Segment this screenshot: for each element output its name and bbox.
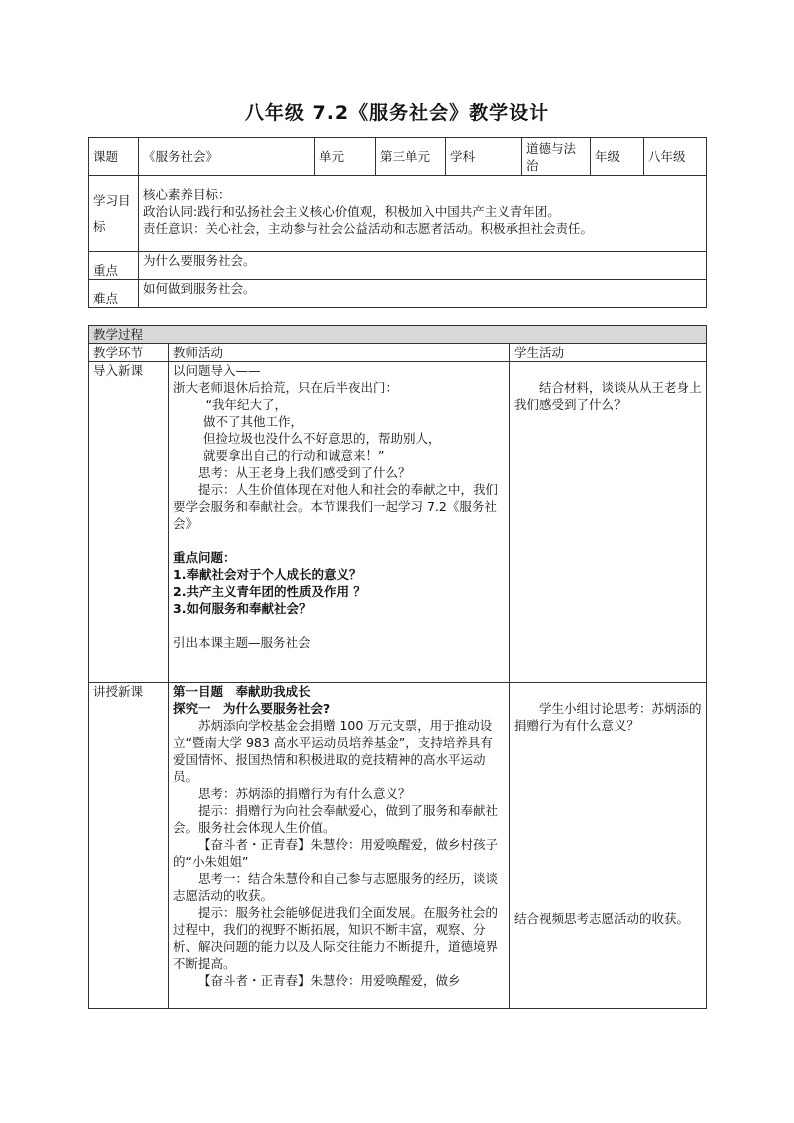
stage-intro: 导入新课 [89, 362, 169, 683]
process-header: 教学过程 [89, 326, 707, 344]
intro-student [510, 362, 707, 683]
col-teacher: 教师活动 [169, 344, 510, 362]
lesson-line: 提示：捐赠行为向社会奉献爱心，做到了服务和奉献社会。服务社会体现人生价值。 [173, 803, 499, 835]
goal-line: 核心素养目标： [143, 187, 231, 202]
grade-label: 年级 [591, 138, 644, 176]
lesson-line: 提示：服务社会能够促进我们全面发展。在服务社会的过程中，我们的视野不断拓展，知识不断丰富，观察、分析、解决问题的能力以及人际交往能力不断提升，道德境界不断提高。 [173, 905, 499, 971]
intro-line: 就要拿出自己的行动和诚意来！” [203, 448, 385, 463]
key-content: 为什么要服务社会。 [139, 252, 707, 280]
grade-value: 八年级 [644, 138, 707, 176]
col-stage: 教学环节 [89, 344, 169, 362]
lesson-line: 思考：苏炳添的捐赠行为有什么意义？ [198, 786, 411, 801]
page-title: 八年级 7.2《服务社会》教学设计 [244, 102, 550, 124]
intro-line: 做不了其他工作， [203, 414, 304, 429]
goal-label: 学习目标 [89, 176, 139, 252]
intro-line: 但捡垃圾也没什么不好意思的，帮助别人， [203, 431, 441, 446]
lesson-student [510, 683, 707, 1009]
lesson-line: 思考一：结合朱慧伶和自己参与志愿服务的经历，谈谈志愿活动的收获。 [173, 871, 499, 903]
student-activity: 学生小组讨论思考：苏炳添的捐赠行为有什么意义？ [514, 701, 702, 733]
intro-line: “我年纪大了， [205, 397, 287, 412]
student-activity: 结合材料，谈谈从从王老身上我们感受到了什么？ [514, 380, 702, 412]
intro-line: 1.奉献社会对于个人成长的意义？ [173, 567, 362, 582]
unit-value: 第三单元 [376, 138, 446, 176]
lesson-line: 【奋斗者・正青春】朱慧伶：用爱唤醒爱，做乡 [198, 973, 461, 988]
topic-value: 《服务社会》 [139, 138, 315, 176]
subject-label: 学科 [446, 138, 522, 176]
goal-line: 政治认同:践行和弘扬社会主义核心价值观，积极加入中国共产主义青年团。 [143, 204, 560, 219]
goal-line: 责任意识：关心社会，主动参与社会公益活动和志愿者活动。积极承担社会责任。 [143, 221, 594, 236]
key-label: 重点 [89, 252, 139, 280]
diff-content: 如何做到服务社会。 [139, 280, 707, 308]
lesson-line: 【奋斗者・正青春】朱慧伶：用爱唤醒爱，做乡村孩子的“小朱姐姐” [173, 837, 499, 869]
intro-line: 重点问题： [173, 550, 236, 565]
intro-line: 3.如何服务和奉献社会？ [173, 601, 312, 616]
intro-line: 提示：人生价值体现在对他人和社会的奉献之中，我们要学会服务和奉献社会。本节课我们一起学习 7.2《服务社会》 [173, 482, 499, 531]
topic-label: 课题 [89, 138, 139, 176]
intro-line: 以问题导入—— [173, 363, 261, 378]
lesson-line: 苏炳添向学校基金会捐赠 100 万元支票，用于推动设立“暨南大学 983 高水平运动员培养基金”，支持培养具有爱国情怀、报国热情和积极进取的竞技精神的高水平运动员。 [173, 718, 493, 784]
process-table [88, 325, 707, 1009]
student-activity: 结合视频思考志愿活动的收获。 [514, 911, 690, 926]
intro-teacher [169, 362, 510, 683]
intro-line: 思考：从王老身上我们感受到了什么？ [198, 465, 411, 480]
subject-value: 道德与法治 [522, 138, 591, 176]
goal-content [139, 176, 707, 252]
col-student: 学生活动 [510, 344, 707, 362]
lesson-line: 探究一 为什么要服务社会? [173, 701, 331, 716]
unit-label: 单元 [315, 138, 376, 176]
stage-lesson: 讲授新课 [89, 683, 169, 1009]
lesson-line: 第一目题 奉献助我成长 [173, 684, 311, 699]
intro-line: 浙大老师退休后拾荒，只在后半夜出门： [173, 380, 399, 395]
diff-label: 难点 [89, 280, 139, 308]
intro-line: 2.共产主义青年团的性质及作用 ？ [173, 584, 366, 599]
info-table [88, 137, 707, 308]
intro-line: 引出本课主题—服务社会 [173, 635, 311, 650]
lesson-teacher [169, 683, 510, 1009]
